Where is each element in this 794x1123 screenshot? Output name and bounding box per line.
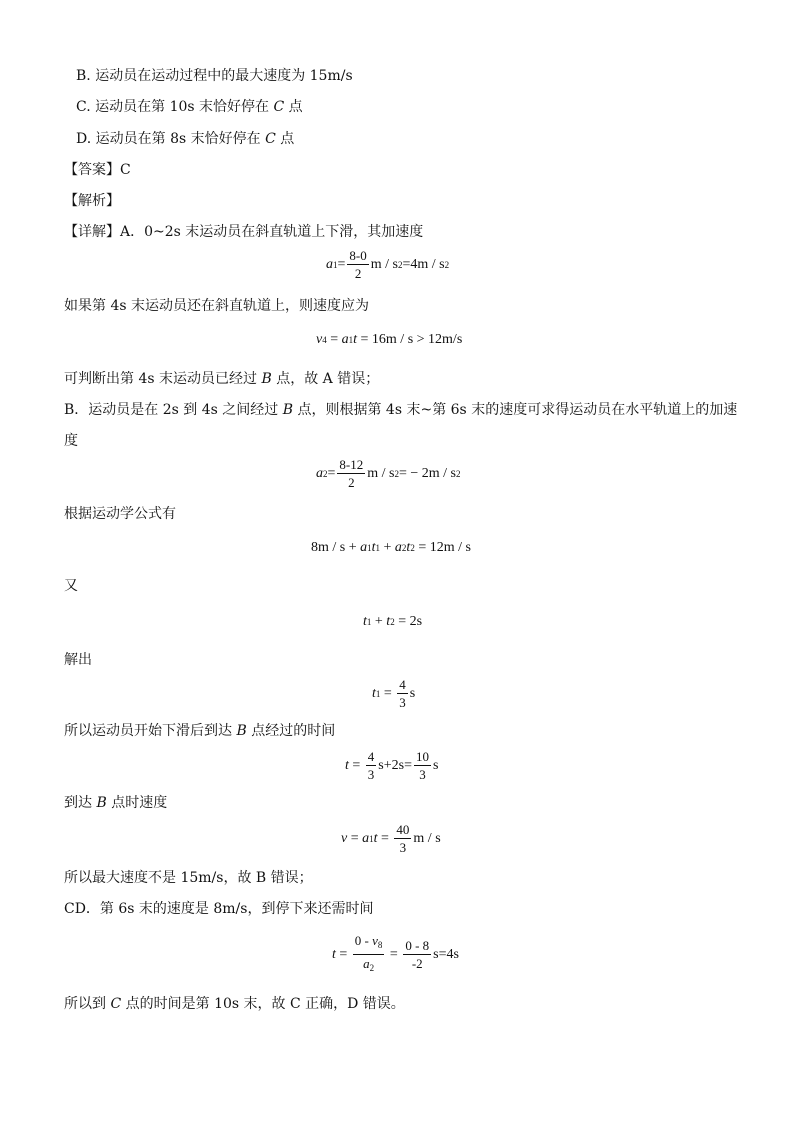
point-label: B [282, 402, 294, 418]
paragraph-9-text: 到达 [64, 795, 97, 811]
equation-2 [316, 332, 462, 348]
paragraph-3 [64, 370, 379, 388]
paragraph-7: 解出 [64, 652, 92, 668]
paragraph-4 [64, 401, 737, 419]
eq6-unit: s [409, 685, 416, 701]
equation-6: t 1 = $\frac{4}{3}$ s [372, 677, 416, 710]
eq7-unit: s [432, 757, 439, 773]
eq3-lhs: a [316, 465, 323, 481]
paragraph-6: 又 [64, 578, 78, 594]
option-b [76, 67, 353, 85]
eq1-exp: 2 [397, 259, 403, 270]
eq3-rhs-exp: 2 [456, 468, 461, 479]
equation-7: t = $\frac{4}{3}$ s+2s= $\frac{10}{3}$ s [345, 749, 439, 782]
eq2-rhs: = 16m / s > 12m/s [357, 332, 463, 347]
option-d-suffix: 点 [275, 131, 295, 147]
eq7-mid: s+2s= [378, 757, 412, 773]
eq4-lhs: 8m / s + [311, 540, 361, 555]
eq1-unit: m / s [370, 256, 398, 272]
paragraph-4-suffix: 点，则根据第 4s 末~第 6s 末的速度可求得运动员在水平轨道上的加速 [293, 402, 738, 418]
eq7-numerator-1: 4 [367, 749, 375, 764]
eq2-a: a [341, 332, 349, 347]
paragraph-2: 如果第 4s 末运动员还在斜直轨道上，则速度应为 [64, 298, 369, 314]
point-label: C [265, 131, 276, 147]
eq3-numerator: 8-12 [339, 457, 364, 472]
option-b-text: 运动员在运动过程中的最大速度为 15m/s [95, 68, 353, 84]
eq8-fraction [394, 822, 411, 855]
eq5-rhs: = 2s [394, 614, 423, 629]
paragraph-9-suffix: 点时速度 [106, 795, 168, 811]
eq9-numerator-1 [353, 933, 385, 955]
paragraph-8-text: 所以运动员开始下滑后到达 [64, 723, 237, 739]
eq9-rhs: s=4s [433, 946, 459, 962]
paragraph-8-suffix: 点经过的时间 [246, 723, 336, 739]
eq9-numerator-1-v: v [372, 933, 378, 948]
option-d-letter: D. [76, 131, 92, 147]
option-d-text: 运动员在第 8s 末恰好停在 [95, 131, 266, 147]
eq2-t: t [353, 332, 358, 347]
paragraph-8 [64, 722, 335, 740]
eq2-eq: = [326, 332, 342, 347]
option-c-letter: C. [76, 99, 91, 115]
paragraph-3-suffix: 点，故 A 错误； [271, 371, 380, 387]
eq6-numerator: 4 [399, 677, 406, 692]
equation-1: a 1 = $\frac{8-0}{2}$ m / s 2 =4m / s 2 [326, 248, 450, 281]
paragraph-4-text: B．运动员是在 2s 到 4s 之间经过 [64, 402, 283, 418]
eq7-denominator-1: 3 [367, 767, 375, 782]
eq7-fraction-2 [414, 749, 431, 782]
eq7-denominator-2: 3 [419, 767, 426, 782]
equation-3: a 2 = $\frac{8-12}{2}$ m / s 2 = − 2m / s 2 [316, 457, 461, 490]
option-c-text: 运动员在第 10s 末恰好停在 [95, 99, 274, 115]
eq3-sub: 2 [323, 468, 328, 479]
eq7-numerator-2: 10 [415, 749, 429, 764]
equation-9: t = $\frac{0 - v_8}{a_2}$ = $\frac{0 - 8}{-2}$ s=4s [332, 933, 459, 976]
eq2-v: v [316, 332, 323, 347]
paragraph-1: 【详解】A．0~2s 末运动员在斜直轨道上下滑，其加速度 [64, 224, 424, 240]
paragraph-4-continued: 度 [64, 433, 78, 449]
option-b-letter: B. [76, 68, 91, 84]
point-label: B [236, 723, 247, 739]
paragraph-12 [64, 995, 405, 1013]
eq1-denominator: 2 [354, 266, 362, 281]
answer-label: 【答案】C [64, 162, 131, 178]
eq7-t: t [345, 757, 349, 773]
eq8-denominator: 3 [399, 840, 407, 855]
option-d [76, 130, 294, 148]
eq4-rhs: = 12m / s [414, 540, 471, 555]
eq3-rhs: = − 2m / s [398, 465, 457, 481]
eq3-fraction [337, 457, 365, 490]
eq8-unit: m / s [413, 830, 441, 846]
paragraph-9 [64, 794, 167, 812]
option-c-suffix: 点 [284, 99, 303, 115]
eq9-numerator-1-text: 0 - [354, 933, 373, 948]
paragraph-12-suffix: 点的时间是第 10s 末，故 C 正确，D 错误。 [121, 996, 405, 1012]
eq8-numerator: 40 [396, 822, 410, 837]
option-c [76, 98, 303, 116]
equation-8: v = a 1 t = $\frac{40}{3}$ m / s [341, 822, 441, 855]
eq7-fraction-1 [366, 749, 377, 782]
point-label: B [96, 795, 107, 811]
eq6-denominator: 3 [399, 695, 406, 710]
eq9-numerator-2: 0 - 8 [405, 938, 430, 953]
eq1-sub: 1 [333, 259, 338, 270]
eq9-fraction-1 [353, 933, 385, 976]
eq1-rhs-exp: 2 [444, 259, 450, 270]
paragraph-5: 根据运动学公式有 [64, 506, 176, 522]
eq6-fraction [397, 677, 408, 710]
equation-5: t 1 + t 2 = 2s [363, 614, 423, 629]
paragraph-12-text: 所以到 [64, 996, 111, 1012]
eq9-denominator-1: $a_2$ [363, 956, 375, 973]
paragraph-11: CD．第 6s 末的速度是 8m/s，到停下来还需时间 [64, 901, 374, 917]
paragraph-3-text: 可判断出第 4s 末运动员已经过 [64, 371, 262, 387]
eq3-exp: 2 [394, 468, 399, 479]
eq9-numerator-1-sub: 8 [377, 940, 383, 950]
eq2-asub: 1 [348, 335, 354, 345]
eq1-fraction [347, 248, 368, 281]
equation-4: 8m / s + a 1 t 1 + a 2 t 2 = 12m / s [311, 540, 471, 555]
analysis-label: 【解析】 [64, 193, 120, 209]
eq2-vsub: 4 [322, 335, 327, 345]
eq9-fraction-2 [403, 938, 431, 971]
paragraph-10: 所以最大速度不是 15m/s，故 B 错误； [64, 870, 313, 886]
eq3-unit: m / s [367, 465, 395, 481]
point-label: B [261, 371, 272, 387]
point-label: C [273, 99, 285, 115]
eq1-numerator: 8-0 [349, 248, 367, 263]
eq3-denominator: 2 [348, 475, 355, 490]
eq1-rhs: =4m / s [402, 256, 445, 272]
eq9-denominator-2: -2 [411, 956, 423, 971]
point-label: C [110, 996, 122, 1012]
eq1-lhs: a [326, 256, 333, 272]
